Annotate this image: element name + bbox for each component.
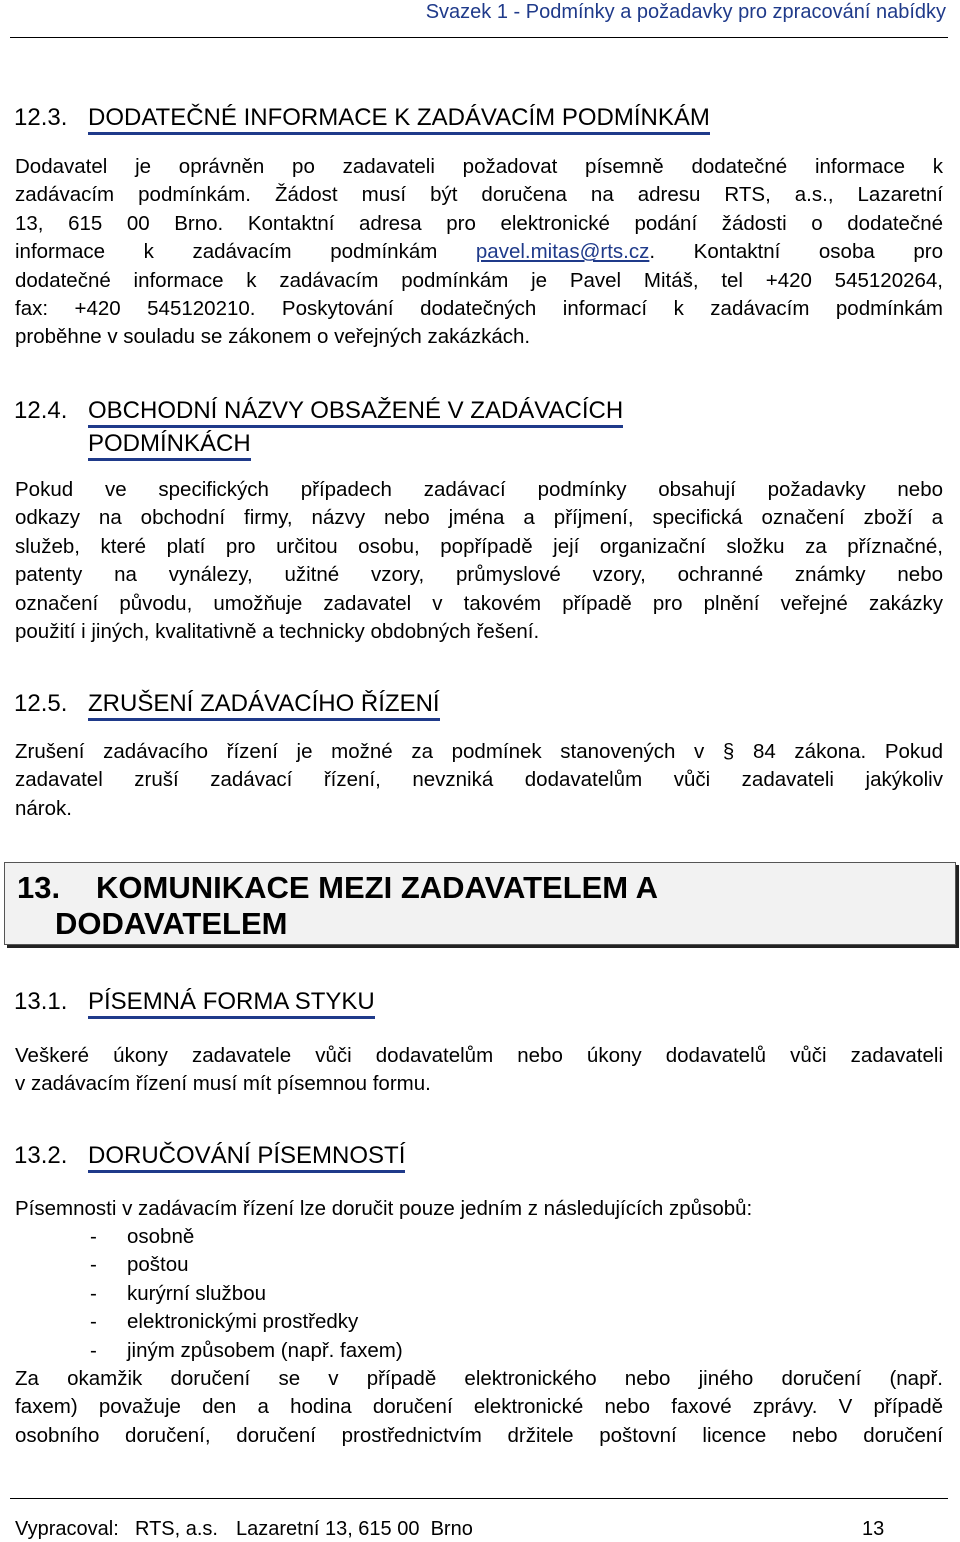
list-item: - poštou xyxy=(90,1253,189,1277)
section-title-continued: PODMÍNKÁCH xyxy=(88,430,251,461)
chapter-13-heading xyxy=(4,862,956,945)
footer-prepared-label: Vypracoval: xyxy=(15,1518,119,1540)
section-title: DODATEČNÉ INFORMACE K ZADÁVACÍM PODMÍNKÁM xyxy=(88,104,710,135)
section-13-2-paragraph xyxy=(15,1365,943,1450)
section-12-5-paragraph xyxy=(15,738,943,823)
section-12-3-paragraph xyxy=(15,153,943,352)
paragraph-line: v zadávacím řízení musí mít písemnou formu. xyxy=(15,1072,431,1096)
line-text: informace k zadávacím podmínkám xyxy=(15,240,476,264)
section-12-3-heading xyxy=(14,101,710,134)
footer-company: RTS, a.s. xyxy=(135,1518,218,1540)
paragraph-line: Za okamžik doručení se v případě elektronického nebo jiného doručení (např. xyxy=(15,1367,943,1390)
section-number: 12.5. xyxy=(14,690,68,717)
chapter-title: KOMUNIKACE MEZI ZADAVATELEM A xyxy=(96,870,658,905)
list-item: - jiným způsobem (např. faxem) xyxy=(90,1338,403,1362)
section-12-4-heading xyxy=(14,394,774,460)
section-title: PÍSEMNÁ FORMA STYKU xyxy=(88,988,375,1019)
section-title: ZRUŠENÍ ZADÁVACÍHO ŘÍZENÍ xyxy=(88,690,440,721)
paragraph-line: zadavatel zruší zadávací řízení, nevzniká dodavatelům vůči zadavateli jakýkoliv xyxy=(15,768,943,792)
section-12-4-paragraph xyxy=(15,476,943,646)
paragraph-line: Dodavatel je oprávněn po zadavateli požadovat písemně dodatečné informace k xyxy=(15,155,943,178)
paragraph-line: fax: +420 545120210. Poskytování dodatečných informací k zadávacím podmínkám xyxy=(15,297,943,321)
paragraph-line: 13, 615 00 Brno. Kontaktní adresa pro elektronické podání žádosti o dodatečné xyxy=(15,211,943,235)
footer-page-number: 13 xyxy=(862,1518,885,1540)
footer-divider xyxy=(10,1498,948,1499)
paragraph-line: patenty na vynálezy, užitné vzory, průmyslové vzory, ochranné známky nebo xyxy=(15,563,943,587)
paragraph-line: Veškeré úkony zadavatele vůči dodavatelům nebo úkony dodavatelů vůči zadavateli xyxy=(15,1044,943,1067)
section-number: 12.3. xyxy=(14,104,68,131)
section-13-2-heading xyxy=(14,1139,405,1172)
list-item: - elektronickými prostředky xyxy=(90,1310,359,1334)
paragraph-line: Pokud ve specifických případech zadávací podmínky obsahují požadavky nebo xyxy=(15,478,943,501)
section-13-1-heading xyxy=(14,985,375,1018)
section-title: OBCHODNÍ NÁZVY OBSAŽENÉ V ZADÁVACÍCH xyxy=(88,397,623,428)
header-divider xyxy=(10,37,948,38)
section-number: 13.1. xyxy=(14,988,68,1015)
list-item-text: jiným způsobem (např. faxem) xyxy=(127,1338,403,1362)
section-13-1-paragraph xyxy=(15,1042,943,1099)
paragraph-line xyxy=(15,238,943,266)
paragraph-line: označení původu, umožňuje zadavatel v takovém případě pro plnění veřejné zakázky xyxy=(15,591,943,615)
paragraph-line: faxem) považuje den a hodina doručení elektronické nebo faxové zprávy. V případě xyxy=(15,1395,943,1419)
paragraph-line: služeb, které platí pro určitou osobu, popřípadě její organizační složku za příznačné, xyxy=(15,534,943,558)
paragraph-line: proběhne v souladu se zákonem o veřejných zakázkách. xyxy=(15,325,531,349)
paragraph-line: nárok. xyxy=(15,796,72,820)
list-item-text: kurýrní službou xyxy=(127,1281,267,1305)
chapter-number: 13. xyxy=(17,870,61,905)
paragraph-line: zadávacím podmínkám. Žádost musí být doručena na adresu RTS, a.s., Lazaretní xyxy=(15,183,943,207)
section-12-5-heading xyxy=(14,687,440,720)
paragraph-line: odkazy na obchodní firmy, názvy nebo jména a příjmení, specifická označení zboží a xyxy=(15,506,943,530)
section-number: 12.4. xyxy=(14,397,68,424)
section-number: 13.2. xyxy=(14,1142,68,1169)
line-text: . Kontaktní osoba pro xyxy=(649,240,943,264)
list-item: - osobně xyxy=(90,1225,195,1248)
paragraph-line: Zrušení zadávacího řízení je možné za podmínek stanovených v § 84 zákona. Pokud xyxy=(15,740,943,763)
section-13-2-intro: Písemnosti v zadávacím řízení lze doručit pouze jedním z následujících způsobů: xyxy=(15,1197,753,1220)
contact-email-link[interactable]: pavel.mitas@rts.cz xyxy=(475,240,650,264)
paragraph-line: dodatečné informace k zadávacím podmínkám je Pavel Mitáš, tel +420 545120264, xyxy=(15,268,943,292)
footer-address: Lazaretní 13, 615 00 Brno xyxy=(236,1518,473,1540)
list-item-text: osobně xyxy=(127,1225,195,1248)
list-item-text: elektronickými prostředky xyxy=(127,1310,359,1334)
paragraph-line: použití i jiných, kvalitativně a technicky obdobných řešení. xyxy=(15,620,540,644)
chapter-title-continued: DODAVATELEM xyxy=(55,906,288,941)
list-item-text: poštou xyxy=(127,1253,189,1277)
list-item: - kurýrní službou xyxy=(90,1281,267,1305)
paragraph-line: osobního doručení, doručení prostřednictvím držitele poštovní licence nebo doručení xyxy=(15,1423,943,1447)
delivery-methods-list xyxy=(15,1223,403,1365)
running-header: Svazek 1 - Podmínky a požadavky pro zpracování nabídky xyxy=(425,1,946,23)
section-title: DORUČOVÁNÍ PÍSEMNOSTÍ xyxy=(88,1142,405,1173)
